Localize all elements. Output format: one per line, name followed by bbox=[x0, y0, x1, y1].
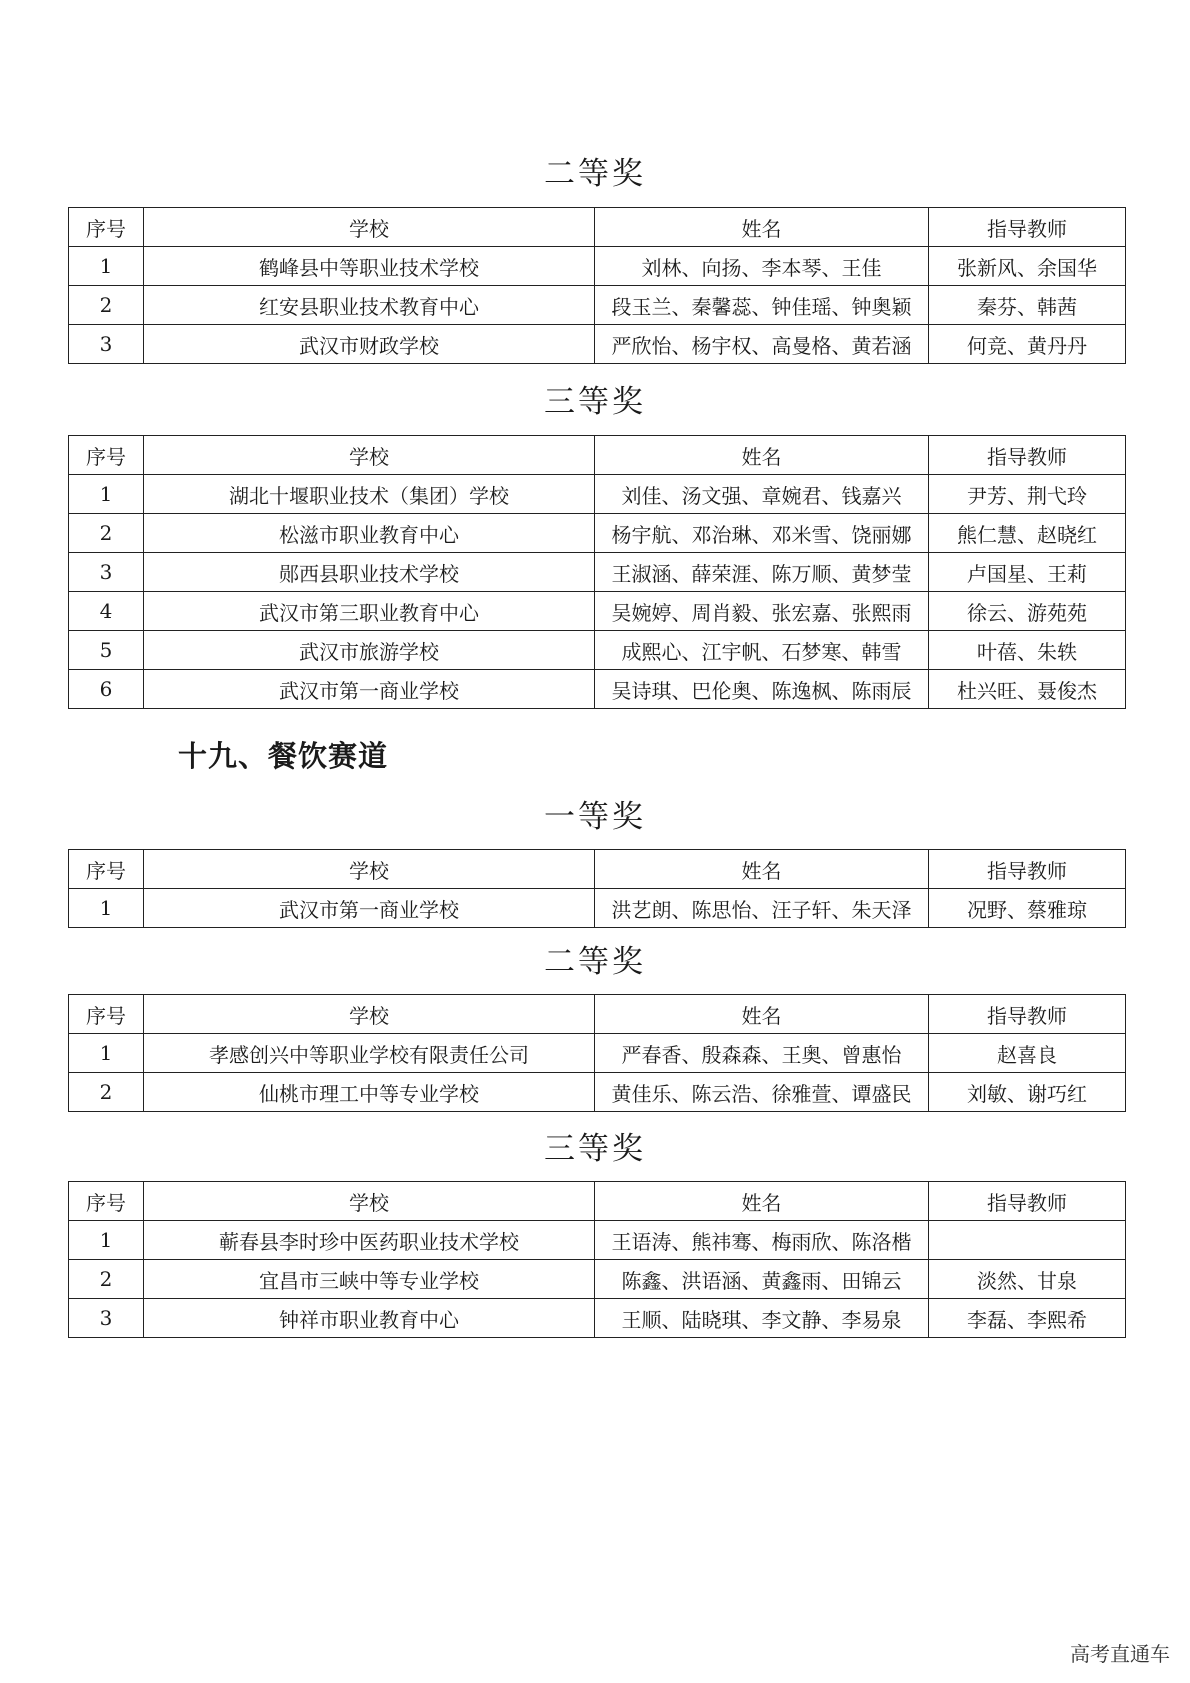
table-header-row bbox=[69, 850, 1126, 889]
cell-teacher: 杜兴旺、聂俊杰 bbox=[929, 670, 1126, 709]
cell-names: 杨宇航、邓治琳、邓米雪、饶丽娜 bbox=[595, 514, 929, 553]
cell-school: 鹤峰县中等职业技术学校 bbox=[144, 247, 595, 286]
cell-no: 1 bbox=[69, 889, 144, 928]
cell-no: 1 bbox=[69, 1221, 144, 1260]
table-header-row bbox=[69, 1182, 1126, 1221]
cell-teacher: 张新风、余国华 bbox=[929, 247, 1126, 286]
header-no: 序号 bbox=[69, 850, 144, 889]
table-row bbox=[69, 1073, 1126, 1112]
cell-teacher: 赵喜良 bbox=[929, 1034, 1126, 1073]
cell-names: 黄佳乐、陈云浩、徐雅萱、谭盛民 bbox=[595, 1073, 929, 1112]
table-header-row bbox=[69, 436, 1126, 475]
cell-names: 严春香、殷森森、王奥、曾惠怡 bbox=[595, 1034, 929, 1073]
cell-teacher: 刘敏、谢巧红 bbox=[929, 1073, 1126, 1112]
cell-teacher: 徐云、游苑苑 bbox=[929, 592, 1126, 631]
cell-school: 武汉市第一商业学校 bbox=[144, 889, 595, 928]
header-school: 学校 bbox=[144, 436, 595, 475]
table-row bbox=[69, 631, 1126, 670]
cell-no: 2 bbox=[69, 514, 144, 553]
header-teacher: 指导教师 bbox=[929, 850, 1126, 889]
cell-teacher: 况野、蔡雅琼 bbox=[929, 889, 1126, 928]
cell-school: 孝感创兴中等职业学校有限责任公司 bbox=[144, 1034, 595, 1073]
header-teacher: 指导教师 bbox=[929, 436, 1126, 475]
table-header-row bbox=[69, 995, 1126, 1034]
award-title: 三等奖 bbox=[544, 1131, 646, 1167]
cell-names: 王语涛、熊祎骞、梅雨欣、陈洛楷 bbox=[595, 1221, 929, 1260]
cell-names: 成熙心、江宇帆、石梦寒、韩雪 bbox=[595, 631, 929, 670]
table-row bbox=[69, 670, 1126, 709]
cell-no: 6 bbox=[69, 670, 144, 709]
header-no: 序号 bbox=[69, 1182, 144, 1221]
table-row bbox=[69, 553, 1126, 592]
watermark-text: 高考直通车 bbox=[1070, 1642, 1170, 1666]
table-row bbox=[69, 1260, 1126, 1299]
header-names: 姓名 bbox=[595, 995, 929, 1034]
header-names: 姓名 bbox=[595, 1182, 929, 1221]
cell-teacher: 熊仁慧、赵晓红 bbox=[929, 514, 1126, 553]
cell-school: 钟祥市职业教育中心 bbox=[144, 1299, 595, 1338]
cell-no: 1 bbox=[69, 247, 144, 286]
cell-names: 刘佳、汤文强、章婉君、钱嘉兴 bbox=[595, 475, 929, 514]
table-row bbox=[69, 1221, 1126, 1260]
cell-teacher: 何竞、黄丹丹 bbox=[929, 325, 1126, 364]
table-row bbox=[69, 889, 1126, 928]
award-table bbox=[68, 207, 1126, 364]
cell-school: 松滋市职业教育中心 bbox=[144, 514, 595, 553]
header-teacher: 指导教师 bbox=[929, 995, 1126, 1034]
cell-names: 陈鑫、洪语涵、黄鑫雨、田锦云 bbox=[595, 1260, 929, 1299]
header-school: 学校 bbox=[144, 850, 595, 889]
cell-no: 5 bbox=[69, 631, 144, 670]
table-row bbox=[69, 592, 1126, 631]
table-row bbox=[69, 325, 1126, 364]
cell-teacher bbox=[929, 1221, 1126, 1260]
award-title: 二等奖 bbox=[544, 944, 646, 980]
cell-teacher: 卢国星、王莉 bbox=[929, 553, 1126, 592]
cell-teacher: 叶蓓、朱轶 bbox=[929, 631, 1126, 670]
cell-teacher: 秦芬、韩茜 bbox=[929, 286, 1126, 325]
table-header-row bbox=[69, 208, 1126, 247]
table-row bbox=[69, 1034, 1126, 1073]
cell-no: 1 bbox=[69, 475, 144, 514]
cell-no: 2 bbox=[69, 1073, 144, 1112]
cell-school: 郧西县职业技术学校 bbox=[144, 553, 595, 592]
header-teacher: 指导教师 bbox=[929, 1182, 1126, 1221]
award-title: 一等奖 bbox=[544, 799, 646, 835]
header-names: 姓名 bbox=[595, 850, 929, 889]
cell-no: 3 bbox=[69, 325, 144, 364]
header-school: 学校 bbox=[144, 1182, 595, 1221]
cell-no: 3 bbox=[69, 553, 144, 592]
table-row bbox=[69, 286, 1126, 325]
award-title: 三等奖 bbox=[544, 384, 646, 420]
award-table bbox=[68, 849, 1126, 928]
cell-names: 王淑涵、薛荣涯、陈万顺、黄梦莹 bbox=[595, 553, 929, 592]
cell-names: 洪艺朗、陈思怡、汪子轩、朱天泽 bbox=[595, 889, 929, 928]
award-table bbox=[68, 994, 1126, 1112]
cell-teacher: 尹芳、荆弋玲 bbox=[929, 475, 1126, 514]
cell-no: 2 bbox=[69, 286, 144, 325]
cell-school: 宜昌市三峡中等专业学校 bbox=[144, 1260, 595, 1299]
header-school: 学校 bbox=[144, 208, 595, 247]
header-teacher: 指导教师 bbox=[929, 208, 1126, 247]
cell-school: 武汉市第一商业学校 bbox=[144, 670, 595, 709]
table-row bbox=[69, 1299, 1126, 1338]
cell-school: 红安县职业技术教育中心 bbox=[144, 286, 595, 325]
award-title: 二等奖 bbox=[544, 156, 646, 192]
award-table bbox=[68, 1181, 1126, 1338]
cell-teacher: 淡然、甘泉 bbox=[929, 1260, 1126, 1299]
cell-names: 刘林、向扬、李本琴、王佳 bbox=[595, 247, 929, 286]
cell-names: 王顺、陆晓琪、李文静、李易泉 bbox=[595, 1299, 929, 1338]
cell-school: 湖北十堰职业技术（集团）学校 bbox=[144, 475, 595, 514]
header-no: 序号 bbox=[69, 995, 144, 1034]
cell-no: 4 bbox=[69, 592, 144, 631]
cell-school: 武汉市第三职业教育中心 bbox=[144, 592, 595, 631]
header-no: 序号 bbox=[69, 208, 144, 247]
cell-school: 蕲春县李时珍中医药职业技术学校 bbox=[144, 1221, 595, 1260]
header-no: 序号 bbox=[69, 436, 144, 475]
section-title: 十九、餐饮赛道 bbox=[178, 739, 389, 773]
cell-school: 武汉市财政学校 bbox=[144, 325, 595, 364]
cell-names: 严欣怡、杨宇权、高曼格、黄若涵 bbox=[595, 325, 929, 364]
header-names: 姓名 bbox=[595, 436, 929, 475]
cell-no: 2 bbox=[69, 1260, 144, 1299]
award-table bbox=[68, 435, 1126, 709]
cell-no: 3 bbox=[69, 1299, 144, 1338]
cell-names: 吴诗琪、巴伦奥、陈逸枫、陈雨辰 bbox=[595, 670, 929, 709]
header-school: 学校 bbox=[144, 995, 595, 1034]
table-row bbox=[69, 247, 1126, 286]
cell-teacher: 李磊、李熙希 bbox=[929, 1299, 1126, 1338]
cell-names: 段玉兰、秦馨蕊、钟佳瑶、钟奥颖 bbox=[595, 286, 929, 325]
table-row bbox=[69, 475, 1126, 514]
cell-school: 仙桃市理工中等专业学校 bbox=[144, 1073, 595, 1112]
header-names: 姓名 bbox=[595, 208, 929, 247]
table-row bbox=[69, 514, 1126, 553]
cell-school: 武汉市旅游学校 bbox=[144, 631, 595, 670]
cell-no: 1 bbox=[69, 1034, 144, 1073]
cell-names: 吴婉婷、周肖毅、张宏嘉、张熙雨 bbox=[595, 592, 929, 631]
